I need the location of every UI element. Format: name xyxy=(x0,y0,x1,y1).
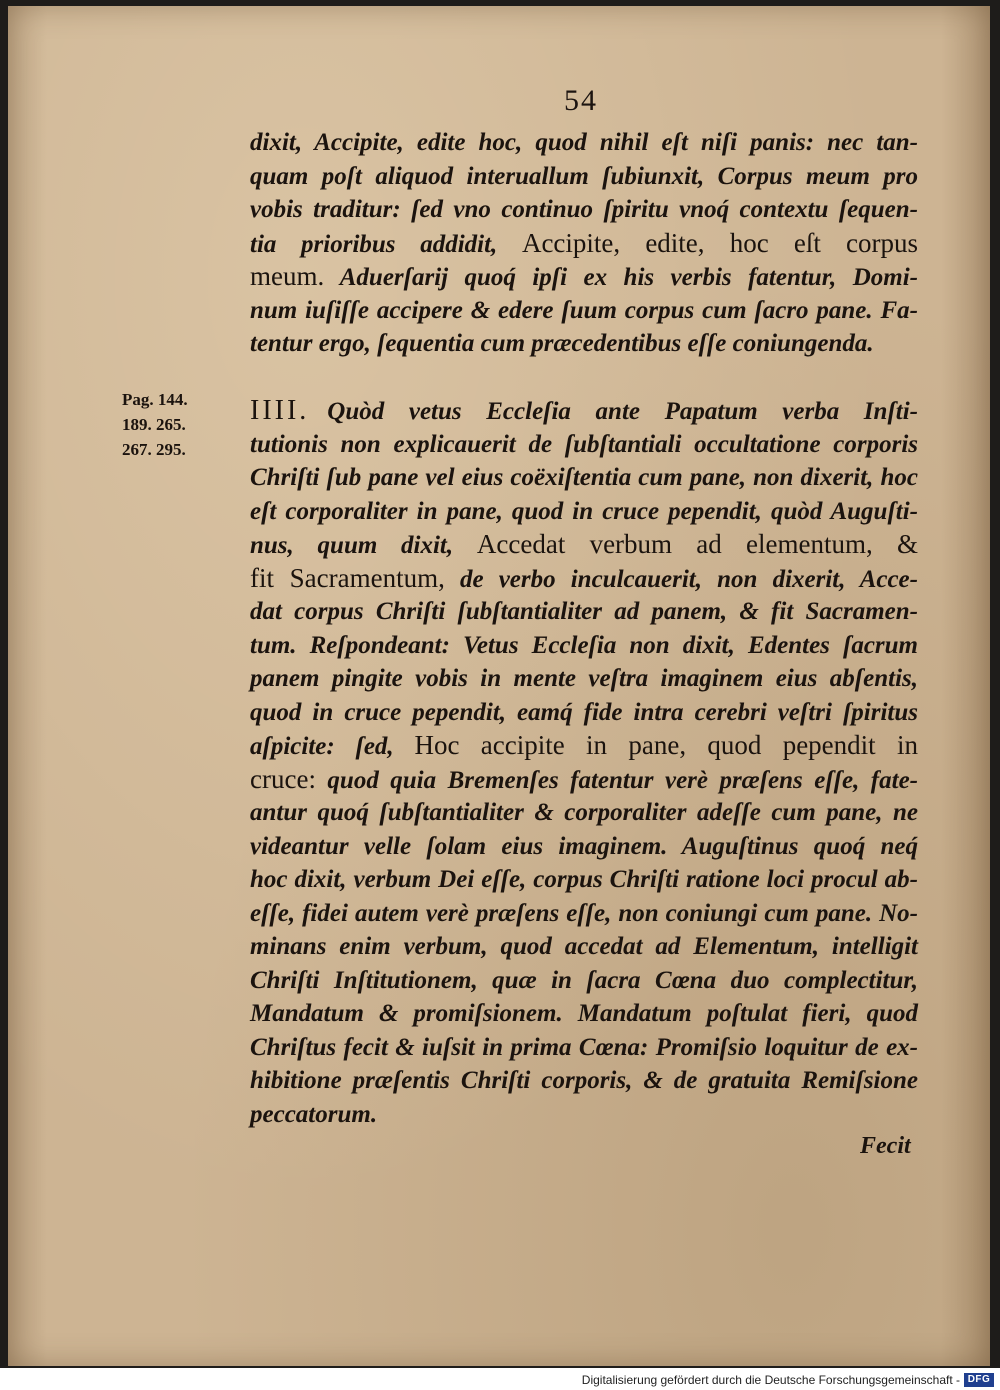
text-line xyxy=(250,763,918,797)
text-line xyxy=(250,662,918,696)
margin-note-line: 267. 295. xyxy=(122,440,186,459)
text-line xyxy=(250,830,918,864)
text-span: nus, quum dixit, xyxy=(250,532,477,559)
text-span: Chriſti ſub pane vel eius coëxiſtentia cum pane, non dixerit, hoc xyxy=(250,464,918,491)
page-number: 54 xyxy=(564,84,598,117)
text-line xyxy=(250,796,918,830)
dfg-logo-icon: DFG xyxy=(964,1373,994,1387)
text-span: Mandatum & promiſsionem. Mandatum poſtulat fieri, quod xyxy=(250,1000,918,1027)
text-line xyxy=(250,562,918,596)
text-line xyxy=(250,160,918,194)
text-span: antur quoq́ ſubſtantialiter & corporaliter adeſſe cum pane, ne xyxy=(250,799,918,826)
text-line xyxy=(250,193,918,227)
text-span: aſpicite: ſed, xyxy=(250,733,415,760)
text-span: Chriſti Inſtitutionem, quæ in ſacra Cœna duo complectitur, xyxy=(250,966,918,994)
text-line xyxy=(250,528,918,562)
text-span: hibitione præſentis Chriſti corporis, & de gratuita Remiſsione xyxy=(250,1067,918,1094)
text-line xyxy=(250,930,918,964)
text-line xyxy=(250,629,918,663)
text-span: videantur velle ſolam eius imaginem. Auguſtinus quoq́ neq́ xyxy=(250,832,918,860)
text-line xyxy=(250,729,918,763)
text-block-section-four xyxy=(250,394,918,1131)
text-span: eſt corporaliter in pane, quod in cruce pependit, quòd Auguſti- xyxy=(250,497,918,525)
text-line xyxy=(250,294,918,328)
text-line xyxy=(250,897,918,931)
text-span: quod quia Bremenſes fatentur verè præſens eſſe, fate- xyxy=(315,766,918,794)
text-line xyxy=(250,997,918,1031)
roman-quotation: cruce: xyxy=(250,763,316,794)
digitization-footer xyxy=(0,1370,1000,1390)
text-span: minans enim verbum, quod accedat ad Elementum, intelligit xyxy=(250,933,918,960)
text-line xyxy=(250,461,918,495)
roman-quotation: Accipite, edite, hoc eſt corpus xyxy=(521,227,918,258)
text-line xyxy=(250,495,918,529)
text-line xyxy=(250,327,918,361)
text-span: num iuſiſſe accipere & edere ſuum corpus cum ſacro pane. Fa- xyxy=(250,296,918,324)
text-line xyxy=(250,863,918,897)
text-line xyxy=(250,964,918,998)
text-span: peccatorum. xyxy=(250,1100,378,1128)
text-line xyxy=(250,696,918,730)
text-line xyxy=(250,428,918,462)
text-span: de verbo inculcauerit, non dixerit, Acce- xyxy=(444,565,918,593)
text-line xyxy=(250,260,918,294)
text-span: quam poſt aliquod interuallum ſubiunxit, Corpus meum pro xyxy=(250,162,918,190)
roman-quotation: Hoc accipite in pane, quod pependit in xyxy=(414,730,918,760)
text-span: dat corpus Chriſti ſubſtantialiter ad panem, & fit Sacramen- xyxy=(250,598,918,625)
text-span: dixit, Accipite, edite hoc, quod nihil eſt niſi panis: nec tan- xyxy=(250,129,918,156)
text-line xyxy=(250,394,918,428)
text-span: Quòd vetus Eccleſia ante Papatum verba Inſti- xyxy=(327,398,918,425)
roman-quotation: Accedat verbum ad elementum, & xyxy=(476,529,918,559)
book-page xyxy=(8,6,990,1366)
section-number: IIII. xyxy=(250,395,310,426)
text-span: hoc dixit, verbum Dei eſſe, corpus Chriſti ratione loci procul ab- xyxy=(250,866,918,893)
text-line xyxy=(250,595,918,629)
text-span: tentur ergo, ſequentia cum præcedentibus eſſe coniungenda. xyxy=(250,330,874,357)
text-block-continuation xyxy=(250,126,918,361)
catchword: Fecit xyxy=(860,1133,911,1159)
text-line xyxy=(250,126,918,160)
roman-quotation: meum. xyxy=(250,261,325,291)
funding-notice: Digitalisierung gefördert durch die Deutsche Forschungsgemeinschaft - xyxy=(581,1373,960,1387)
text-span: eſſe, fidei autem verè præſens eſſe, non coniungi cum pane. No- xyxy=(250,899,918,927)
margin-note-line: Pag. 144. xyxy=(122,390,188,409)
text-span: panem pingite vobis in mente veſtra imaginem eius abſentis, xyxy=(250,665,918,692)
text-span: quod in cruce pependit, eamq́ fide intra cerebri veſtri ſpiritus xyxy=(250,698,918,726)
text-line xyxy=(250,1031,918,1065)
margin-note-line: 189. 265. xyxy=(122,415,186,434)
text-span: Chriſtus fecit & iuſsit in prima Cœna: Promiſsio loquitur de ex- xyxy=(250,1033,918,1061)
roman-quotation: fit Sacramentum, xyxy=(250,562,445,593)
text-line xyxy=(250,227,918,261)
text-span: Aduerſarij quoq́ ipſi ex his verbis fatentur, Domi- xyxy=(324,264,918,291)
text-span: tutionis non explicauerit de ſubſtantiali occultatione corporis xyxy=(250,430,918,458)
text-span: vobis traditur: ſed vno continuo ſpiritu vnoq́ contextu ſequen- xyxy=(250,196,918,223)
text-span: tum. Reſpondeant: Vetus Eccleſia non dixit, Edentes ſacrum xyxy=(250,631,918,659)
text-span: tia prioribus addidit, xyxy=(250,230,522,258)
margin-reference-note xyxy=(122,387,242,462)
text-line xyxy=(250,1064,918,1098)
text-line xyxy=(250,1098,918,1132)
